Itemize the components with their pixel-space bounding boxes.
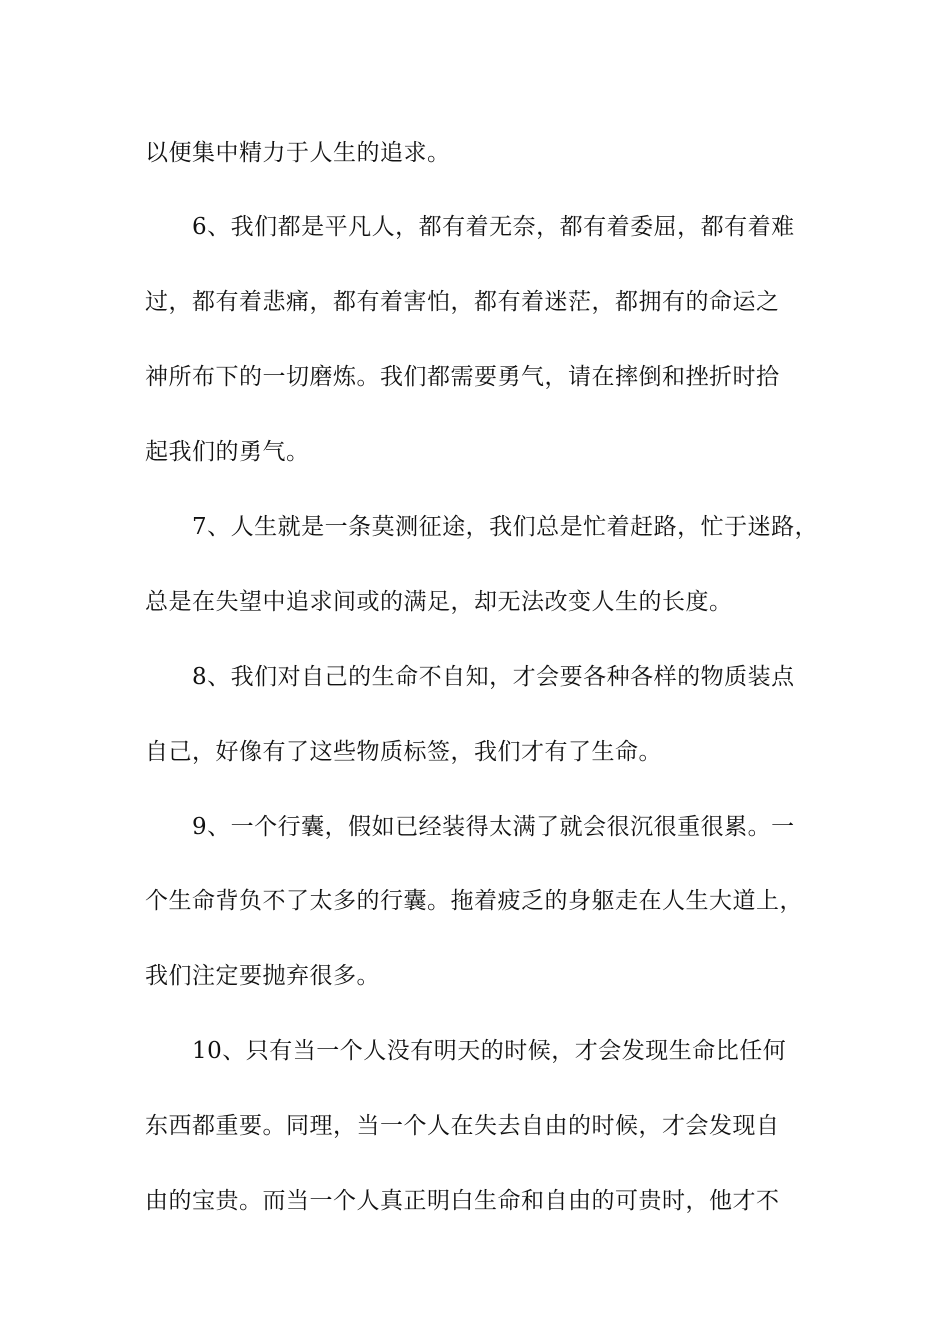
text-line: 起我们的勇气。 xyxy=(145,439,310,465)
text-line: 过，都有着悲痛，都有着害怕，都有着迷茫，都拥有的命运之 xyxy=(145,289,780,315)
paragraph-8-line: 8、我们对自己的生命不自知，才会要各种各样的物质装点 xyxy=(192,664,795,690)
paragraph-7-line: 7、人生就是一条莫测征途，我们总是忙着赶路，忙于迷路， xyxy=(192,514,819,540)
text-line: 以便集中精力于人生的追求。 xyxy=(145,140,451,166)
paragraph-6-line: 6、我们都是平凡人，都有着无奈，都有着委屈，都有着难 xyxy=(192,214,795,240)
paragraph-10-line: 10、只有当一个人没有明天的时候，才会发现生命比任何 xyxy=(192,1038,787,1064)
text-line: 我们注定要抛弃很多。 xyxy=(145,963,380,989)
text-line: 由的宝贵。而当一个人真正明白生命和自由的可贵时，他才不 xyxy=(145,1188,780,1214)
text-line: 个生命背负不了太多的行囊。拖着疲乏的身躯走在人生大道上， xyxy=(145,888,803,914)
text-line: 神所布下的一切磨炼。我们都需要勇气，请在摔倒和挫折时拾 xyxy=(145,364,780,390)
text-line: 总是在失望中追求间或的满足，却无法改变人生的长度。 xyxy=(145,589,733,615)
text-line: 东西都重要。同理，当一个人在失去自由的时候，才会发现自 xyxy=(145,1113,780,1139)
paragraph-9-line: 9、一个行囊，假如已经装得太满了就会很沉很重很累。一 xyxy=(192,814,795,840)
text-line: 自己，好像有了这些物质标签，我们才有了生命。 xyxy=(145,739,662,765)
